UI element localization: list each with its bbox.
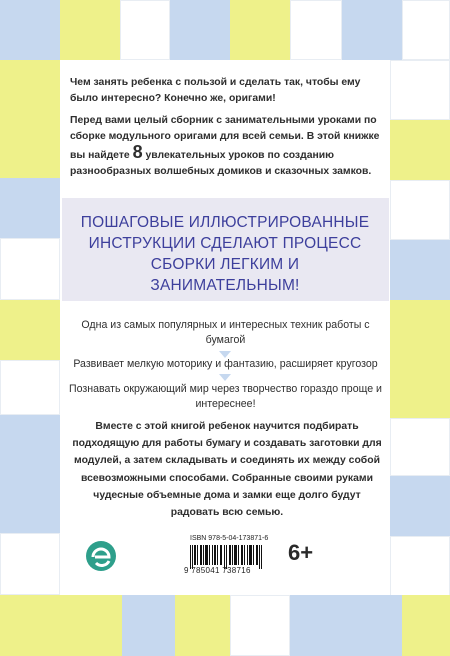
triangle-separator [219,374,231,381]
intro-text-b: увлекательных уроков по созданию разнообразных волшебных домиков и сказочных замков. [70,149,372,178]
tile [0,0,60,60]
tile [390,476,450,536]
tile [0,238,60,300]
tile [0,595,122,656]
tile [120,0,170,60]
tile [402,0,450,60]
feature-item: Познавать окружающий мир через творчество гораздо проще и интереснее! [69,383,382,410]
tile [342,0,402,60]
tile [60,0,120,60]
tile [230,0,290,60]
age-rating: 6+ [288,540,314,565]
tile [170,0,230,60]
feature-item: Одна из самых популярных и интересных техник работы с бумагой [81,319,370,346]
publisher-logo-icon [84,539,118,573]
tile [390,536,450,596]
tile [390,300,450,418]
tile [290,595,402,656]
headline: ПОШАГОВЫЕ ИЛЛЮСТРИРОВАННЫЕ ИНСТРУКЦИИ СДЕЛАЮТ ПРОЦЕСС СБОРКИ ЛЕГКИМ И ЗАНИМАТЕЛЬНЫМ! [80,214,370,294]
tile [0,360,60,415]
lesson-count: 8 [132,141,143,162]
tile [402,595,450,656]
tile [390,120,450,180]
tile [230,595,290,656]
isbn: ISBN 978-5-04-173871-6 [190,535,269,542]
intro-text-a: Перед вами целый сборник с занимательными уроками по сборке модульного оригами для всей семьи. В этой книжке вы найдете [70,115,380,161]
feature-item: Развивает мелкую моторику и фантазию, расширяет кругозор [73,358,378,370]
tile [0,415,60,533]
tile [390,60,450,120]
tile [0,60,60,178]
tile [0,178,60,238]
tile [390,240,450,300]
intro-description [70,113,382,181]
tile [122,595,175,656]
tile [390,180,450,240]
tile [0,533,60,595]
tile [0,300,60,360]
barcode-number: 9 785041 738716 [184,566,251,575]
intro-question: Чем занять ребенка с пользой и сделать так, чтобы ему было интересно? Конечно же, оригами! [70,77,361,105]
tile [175,595,230,656]
tile [290,0,342,60]
tile [390,418,450,476]
body-text: Вместе с этой книгой ребенок научится подбирать подходящую для работы бумагу и создавать заготовки для модулей, а затем складывать и соединять их между собой всевозможными способами. Собранные своими руками чудесные объемные дома и замки еще долго будут радовать всю семью. [72,421,382,519]
